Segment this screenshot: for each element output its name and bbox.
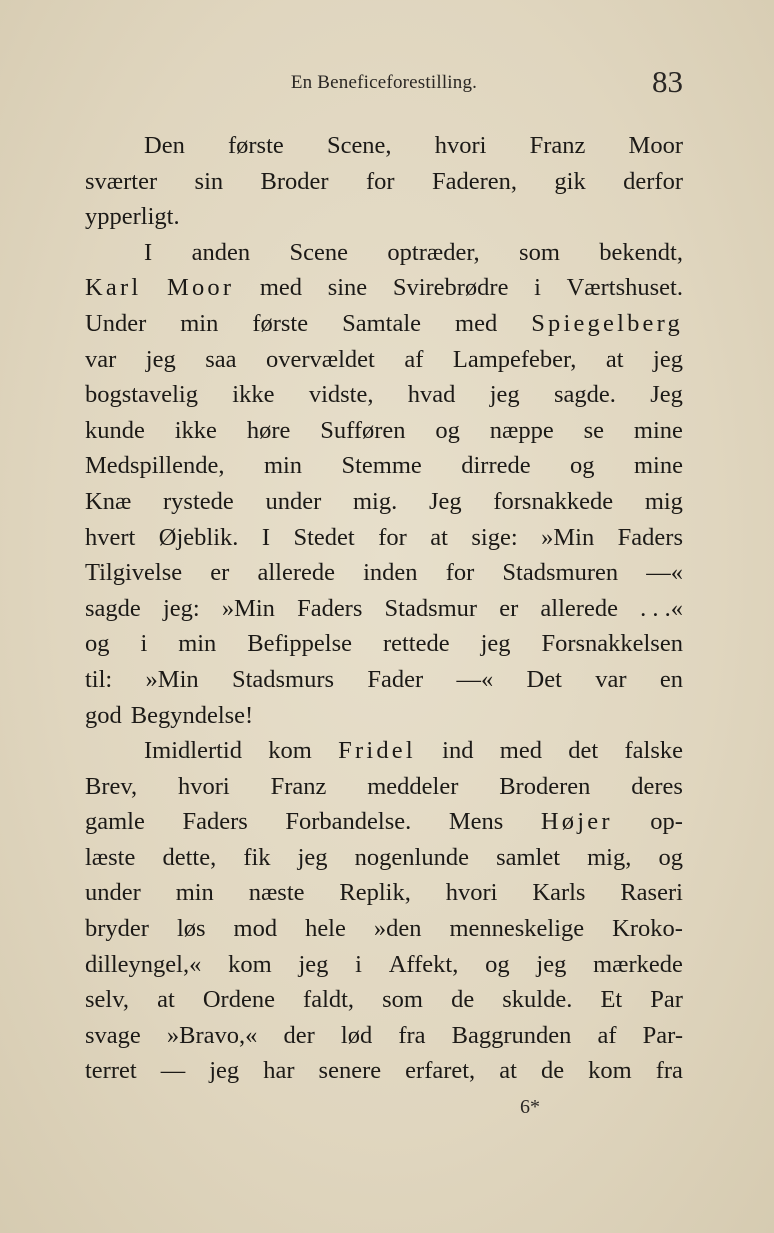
word: overvældet (265, 345, 375, 373)
word: god (85, 701, 122, 729)
word: som (519, 238, 560, 266)
word: jeg (297, 843, 328, 871)
word: Værtshuset. (566, 274, 683, 302)
word: hvad (407, 381, 456, 409)
word: Mens (448, 808, 504, 836)
word: af (404, 345, 424, 373)
word: for (378, 523, 407, 551)
word: jeg (480, 630, 511, 658)
text-line (85, 128, 683, 164)
word: bogstavelig (85, 381, 198, 409)
word: vidste, (308, 381, 374, 409)
word: at (499, 1057, 517, 1085)
word: Franz (270, 772, 327, 800)
word: dilleyngel,« (85, 950, 202, 978)
word: Medspillende, (85, 452, 225, 480)
word: med (259, 274, 303, 302)
word: Jeg (428, 487, 462, 515)
word: Stadsmur (384, 594, 478, 622)
word: jeg (489, 381, 520, 409)
text-line (85, 982, 683, 1018)
text-line (85, 626, 683, 662)
word: Kroko- (612, 915, 683, 943)
word: med (499, 737, 542, 765)
word: løs (176, 915, 206, 943)
word: er (499, 594, 519, 622)
text-line (85, 733, 683, 769)
word: bekendt, (599, 238, 683, 266)
word: min (263, 452, 303, 480)
word: hvori (434, 132, 487, 159)
text-line (85, 235, 683, 271)
word: Jeg (650, 381, 683, 409)
word: Imidlertid (144, 737, 242, 765)
word: min (180, 309, 219, 337)
word: sin (194, 167, 224, 195)
word: og (85, 630, 110, 658)
word: var (85, 345, 117, 373)
word: næste (248, 879, 305, 907)
word: Højer (540, 808, 613, 836)
word: hele (305, 915, 346, 943)
text-line (85, 306, 683, 342)
word: anden (191, 238, 251, 266)
word: og (435, 416, 460, 444)
word: og (570, 452, 595, 480)
word: se (583, 416, 605, 444)
word: Øjeblik. (158, 523, 239, 551)
text-line (85, 342, 683, 378)
word: Lampefeber, (452, 345, 577, 373)
word: med (455, 309, 498, 337)
word: der (283, 1021, 315, 1049)
text-line (85, 662, 683, 698)
word: menneskelige (449, 915, 585, 943)
word: ind (442, 737, 474, 765)
word: Begyndelse! (130, 701, 254, 729)
word: Affekt, (388, 950, 459, 978)
word: deres (631, 772, 683, 800)
text-line (85, 377, 683, 413)
word: dirrede (461, 452, 531, 480)
word: kunde (85, 416, 145, 444)
page-number: 83 (652, 64, 683, 99)
word: Knæ (85, 487, 132, 515)
word: falske (624, 737, 683, 765)
word: saa (205, 345, 237, 373)
word: Broder (260, 167, 329, 195)
text-line (85, 947, 683, 983)
word: jeg (536, 950, 567, 978)
word: har (263, 1057, 295, 1085)
word: at (430, 523, 448, 551)
word: selv, (85, 986, 129, 1014)
word: kom (268, 737, 312, 765)
word: lød (340, 1021, 373, 1049)
text-line (85, 911, 683, 947)
word: Par- (642, 1021, 683, 1049)
word: meddeler (367, 772, 459, 800)
text-line (85, 875, 683, 911)
word: Scene, (326, 132, 392, 159)
word: gik (554, 167, 586, 195)
signature-mark: 6* (520, 1096, 540, 1118)
word: . . .« (640, 594, 683, 622)
body-text (85, 128, 683, 1089)
word: for (445, 559, 475, 587)
word: gamle (85, 808, 145, 836)
word: skulde. (502, 986, 573, 1014)
word: Karl (85, 274, 142, 302)
word: Karls (532, 879, 586, 907)
word: høre (246, 416, 291, 444)
text-line (85, 448, 683, 484)
word: fik (243, 843, 271, 871)
word: Raseri (620, 879, 683, 907)
word: Par (650, 986, 683, 1014)
word: rystede (163, 487, 234, 515)
word: nogenlunde (354, 843, 469, 871)
word: Fader (367, 665, 424, 693)
word: Brev, (85, 772, 138, 800)
word: fra (655, 1057, 683, 1085)
word: Broderen (499, 772, 591, 800)
word: min (178, 630, 217, 658)
text-line (85, 698, 683, 734)
word: at (605, 345, 624, 373)
word: hvori (445, 879, 498, 907)
word: Samtale (342, 309, 422, 337)
word: som (382, 986, 423, 1014)
word: sværter (85, 167, 158, 195)
word: derfor (623, 167, 683, 195)
word: til: (85, 665, 113, 693)
word: Et (600, 986, 623, 1014)
text-line (85, 591, 683, 627)
word: Ordene (202, 986, 275, 1014)
word: terret (85, 1057, 137, 1085)
word: Baggrunden (451, 1021, 572, 1049)
word: Sufføren (320, 416, 406, 444)
word: —« (456, 665, 494, 693)
word: læste (85, 843, 136, 871)
word: hvori (178, 772, 230, 800)
running-title: En Beneficeforestilling. (290, 72, 478, 93)
word: første (252, 309, 309, 337)
word: at (157, 986, 175, 1014)
word: for (365, 167, 395, 195)
running-head (85, 62, 683, 102)
word: er (210, 559, 230, 587)
word: jeg (298, 950, 329, 978)
word: —« (646, 559, 683, 587)
word: Franz (529, 132, 586, 159)
word: jeg (145, 345, 176, 373)
word: allerede (540, 594, 618, 622)
word: i (534, 274, 541, 302)
text-line (85, 520, 683, 556)
text-line (85, 164, 683, 200)
word: under (85, 879, 141, 907)
word: mine (633, 452, 683, 480)
word: min (175, 879, 214, 907)
word: erfaret, (405, 1057, 476, 1085)
text-line (85, 484, 683, 520)
word: bryder (85, 915, 149, 943)
text-line (85, 1053, 683, 1089)
word: var (595, 665, 627, 693)
word: senere (318, 1057, 382, 1085)
word: »Min (221, 594, 275, 622)
word: Befippelse (247, 630, 353, 658)
text-line (85, 270, 683, 306)
word: jeg (209, 1057, 240, 1085)
word: »Min (541, 523, 595, 551)
word: af (597, 1021, 617, 1049)
word: Forbandelse. (285, 808, 412, 836)
word: Den (144, 132, 185, 159)
word: Moor (166, 274, 235, 302)
word: Stedet (293, 523, 355, 551)
word: Scene (289, 238, 348, 266)
word: Under (85, 309, 147, 337)
word: jeg (653, 345, 683, 373)
word: I (261, 523, 271, 551)
word: i (355, 950, 362, 978)
word: ikke (174, 416, 217, 444)
word: allerede (257, 559, 335, 587)
word: optræder, (387, 238, 480, 266)
word: op- (650, 808, 683, 836)
text-line (85, 804, 683, 840)
word: inden (363, 559, 418, 587)
word: »den (373, 915, 422, 943)
word: Det (526, 665, 562, 693)
text-line (85, 413, 683, 449)
text-line (85, 1018, 683, 1054)
word: Moor (628, 132, 683, 159)
word: mærkede (593, 950, 683, 978)
word: de (540, 1057, 565, 1085)
word: Faderen, (431, 167, 518, 195)
word: det (568, 737, 599, 765)
text-line (85, 555, 683, 591)
word: Forsnakkelsen (541, 630, 683, 658)
word: under (265, 487, 322, 515)
word: mig (644, 487, 683, 515)
word: første (227, 132, 284, 159)
word: Tilgivelse (85, 559, 183, 587)
word: I (144, 238, 153, 266)
word: ikke (232, 381, 275, 409)
word: Fridel (338, 737, 416, 765)
word: sagde. (554, 381, 616, 409)
word: Faders (617, 523, 683, 551)
word: kom (228, 950, 272, 978)
word: en (659, 665, 683, 693)
word: mig. (353, 487, 398, 515)
word: Replik, (339, 879, 411, 907)
word: faldt, (303, 986, 355, 1014)
word: jeg: (162, 594, 200, 622)
word: samlet (496, 843, 561, 871)
word: Stemme (341, 452, 422, 480)
word: sige: (471, 523, 518, 551)
word: Faders (297, 594, 363, 622)
word: forsnakkede (493, 487, 614, 515)
word: fra (398, 1021, 426, 1049)
word: svage (85, 1021, 141, 1049)
word: næppe (489, 416, 554, 444)
word: mine (633, 416, 683, 444)
word: dette, (162, 843, 217, 871)
text-line (85, 769, 683, 805)
word: sine (327, 274, 368, 302)
word: »Min (145, 665, 199, 693)
word: mod (233, 915, 278, 943)
word: og (485, 950, 510, 978)
word: de (451, 986, 475, 1014)
word: hvert (85, 523, 136, 551)
word: Faders (182, 808, 248, 836)
word: — (160, 1057, 186, 1085)
word: Spiegelberg (531, 309, 683, 337)
text-line (85, 840, 683, 876)
word: ypperligt. (85, 203, 180, 231)
word: Stadsmurs (231, 665, 335, 693)
word: kom (588, 1057, 632, 1085)
word: og (658, 843, 683, 871)
text-line (85, 199, 683, 235)
word: mig, (587, 843, 632, 871)
word: Stadsmuren (502, 559, 619, 587)
word: rettede (382, 630, 450, 658)
word: sagde (85, 594, 141, 622)
word: i (140, 630, 148, 658)
word: Svirebrødre (392, 274, 509, 302)
word: »Bravo,« (166, 1021, 258, 1049)
